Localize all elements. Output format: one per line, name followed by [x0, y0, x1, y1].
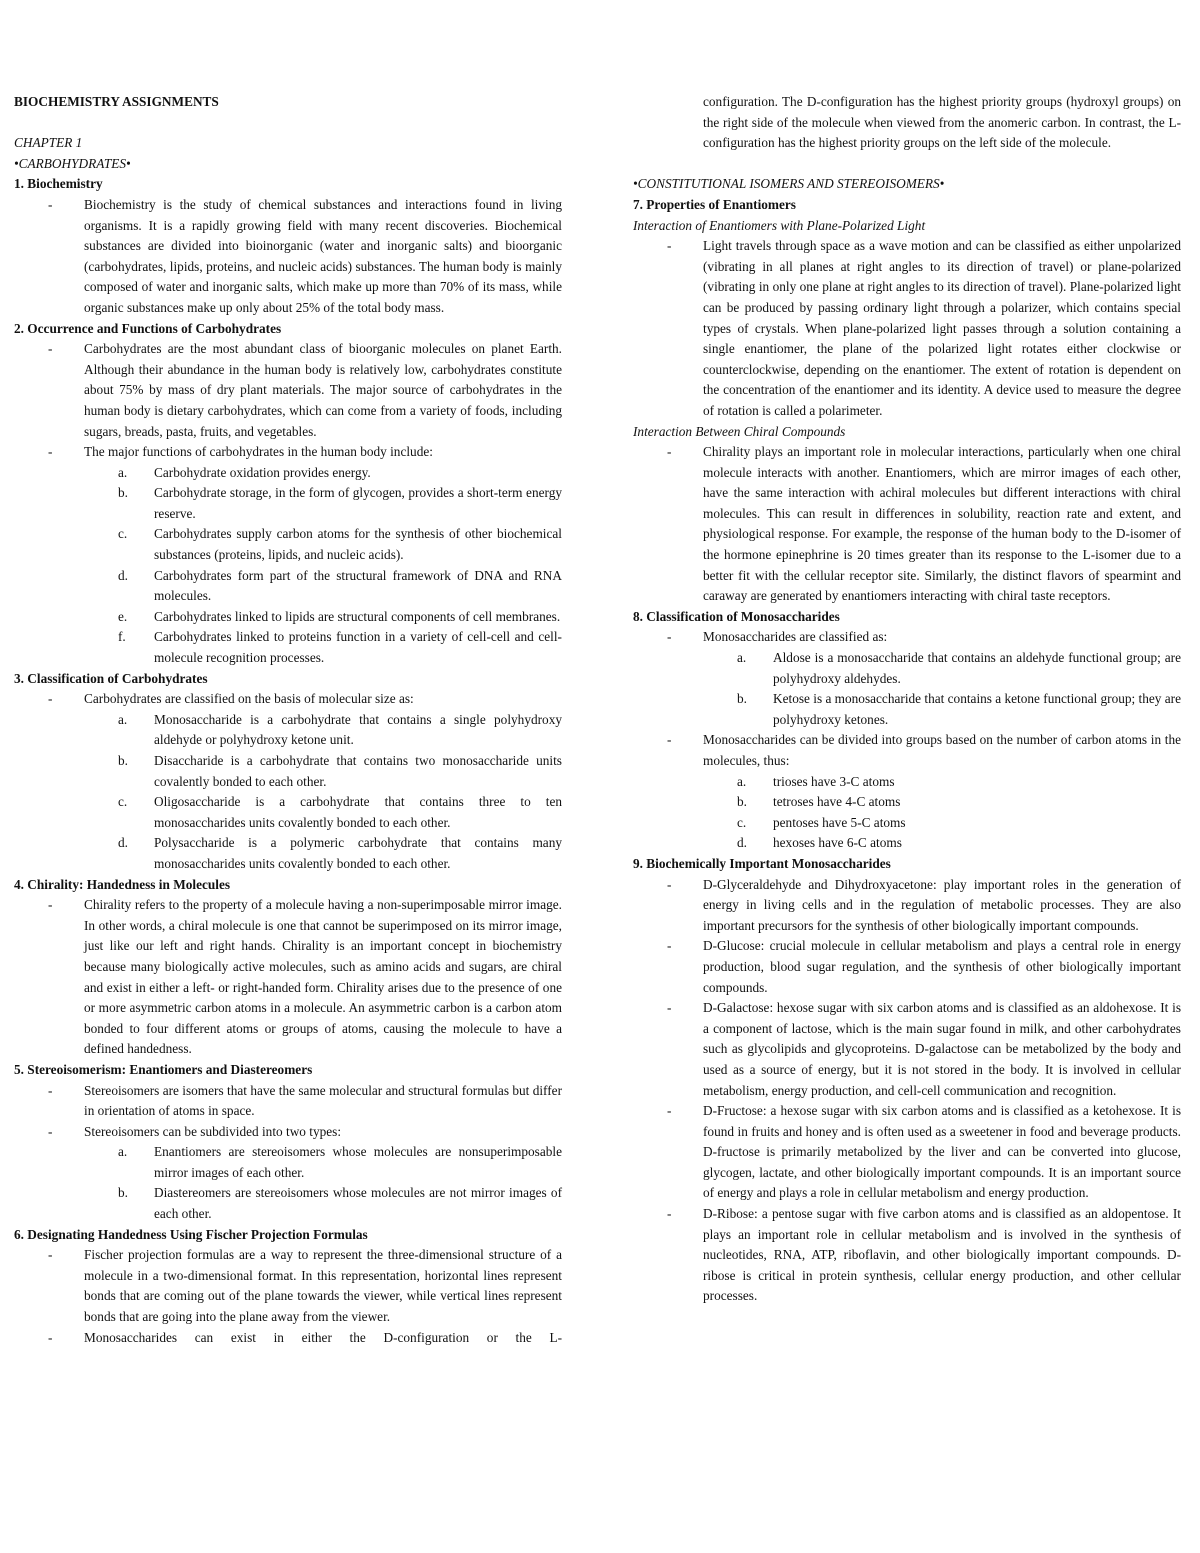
- list-text: Enantiomers are stereoisomers whose molecules are nonsuperimposable mirror images of each other.: [154, 1144, 562, 1180]
- bullet-dash: -: [48, 1082, 53, 1098]
- list-text: trioses have 3-C atoms: [773, 773, 895, 789]
- section-heading: 8. Classification of Monosaccharides: [633, 608, 840, 624]
- bullet-item: [14, 1122, 562, 1143]
- section-heading: 2. Occurrence and Functions of Carbohydrates: [14, 320, 282, 336]
- bullet-dash: -: [667, 238, 672, 254]
- bullet-text: Biochemistry is the study of chemical substances and interactions found in living organisms. It is a rapidly growing field with many recent discoveries. Biochemical substances are divided into bioinorganic (water and inorganic salts) and bioorganic (carbohydrates, lipids, proteins, and nucleic acids) substances. The human body is mainly composed of water and inorganic salts, which make up more than 70% of its mass, while organic substances make up only about 25% of the total body mass.: [84, 196, 562, 315]
- section-heading: 4. Chirality: Handedness in Molecules: [14, 876, 231, 892]
- bullet-item: [14, 1245, 562, 1327]
- list-marker: a.: [118, 711, 128, 727]
- bullet-text: D-Ribose: a pentose sugar with five carbon atoms and is classified as an aldopentose. It plays an important role in cellular metabolism and is involved in the synthesis of nucleotides, RNA, ATP, riboflavin, and other biologically important compounds. D-ribose is critical in protein synthesis, cellular energy production, and other cellular processes.: [703, 1206, 1181, 1304]
- list-text: Carbohydrate storage, in the form of glycogen, provides a short-term energy reserve.: [154, 485, 562, 521]
- topic-label: •CONSTITUTIONAL ISOMERS AND STEREOISOMERS•: [633, 176, 945, 192]
- list-item: [84, 833, 562, 874]
- bullet-dash: -: [48, 1123, 53, 1139]
- bullet-item: [633, 442, 1181, 607]
- bullet-item: [633, 936, 1181, 998]
- bullet-item: [14, 895, 562, 1060]
- list-marker: b.: [118, 1185, 128, 1201]
- list-item: [84, 524, 562, 565]
- bullet-dash: -: [48, 444, 53, 460]
- list-marker: a.: [737, 650, 747, 666]
- list-text: tetroses have 4-C atoms: [773, 794, 901, 810]
- bullet-text: D-Galactose: hexose sugar with six carbon atoms and is classified as an aldohexose. It is a component of lactose, which is the main sugar found in milk, and other carbohydrates such as glycolipids and glycoproteins. D-galactose can be metabolized by the body and used as a source of energy, but it is not stored in the body. It is involved in cellular metabolism, energy production, and cell-cell communication and recognition.: [703, 1000, 1181, 1098]
- bullet-dash: -: [667, 1000, 672, 1016]
- list-marker: a.: [118, 1144, 128, 1160]
- list-item: [703, 689, 1181, 730]
- bullet-text: D-Glyceraldehyde and Dihydroxyacetone: play important roles in the generation of energy in living cells and in the regulation of metabolic processes. They are also important precursors for the synthesis of other biologically important compounds.: [703, 876, 1181, 933]
- list-text: Carbohydrates supply carbon atoms for the synthesis of other biochemical substances (proteins, lipids, and nucleic acids).: [154, 526, 562, 563]
- bullet-dash: -: [667, 876, 672, 892]
- bullet-item: [633, 236, 1181, 421]
- list-marker: d.: [737, 835, 747, 851]
- list-marker: e.: [118, 608, 128, 624]
- bullet-dash: -: [48, 897, 53, 913]
- list-item: [84, 607, 562, 628]
- list-text: Polysaccharide is a polymeric carbohydrate that contains many monosaccharides units covalently bonded to each other.: [154, 835, 562, 871]
- list-item: [84, 463, 562, 484]
- list-text: hexoses have 6-C atoms: [773, 835, 902, 851]
- bullet-item: [633, 730, 1181, 771]
- list-marker: d.: [118, 567, 128, 583]
- list-item: [703, 792, 1181, 813]
- bullet-item: [14, 195, 562, 319]
- bullet-text: Carbohydrates are the most abundant class of bioorganic molecules on planet Earth. Although their abundance in the human body is relatively low, carbohydrates constitute about 75% by mass of dry plant materials. The major source of carbohydrates in the human body is dietary carbohydrates, which can come from a variety of foods, including sugars, breads, pasta, fruits, and vegetables.: [84, 341, 562, 439]
- bullet-item: [14, 1081, 562, 1122]
- list-item: [84, 751, 562, 792]
- continued-text: configuration. The D-configuration has the highest priority groups (hydroxyl groups) on the right side of the molecule when viewed from the anomeric carbon. In contrast, the L-configuration has the highest priority groups on the left side of the molecule.: [703, 94, 1181, 151]
- list-text: Ketose is a monosaccharide that contains a ketone functional group; they are polyhydroxy ketones.: [773, 691, 1181, 727]
- left-column: [14, 92, 562, 1348]
- bullet-dash: -: [667, 938, 672, 954]
- section-heading: 1. Biochemistry: [14, 176, 103, 192]
- bullet-dash: -: [48, 196, 53, 212]
- bullet-item: [633, 627, 1181, 648]
- list-item: [84, 566, 562, 607]
- bullet-text: Light travels through space as a wave motion and can be classified as either unpolarized (vibrating in all planes at right angles to its direction of travel) or plane-polarized (vibrating in only one plane at right angles to its direction of travel). Plane-polarized light can be produced by passing ordinary light through a polarizer, which contains special types of crystals. When plane-polarized light passes through a solution containing a single enantiomer, the plane of the polarized light rotates either clockwise or counterclockwise, depending on the enantiomer. The extent of rotation is dependent on the concentration of the enantiomer and its identity. A device used to measure the degree of rotation is called a polarimeter.: [703, 238, 1181, 418]
- list-text: Carbohydrates linked to proteins function in a variety of cell-cell and cell-molecule recognition processes.: [154, 629, 562, 666]
- bullet-dash: -: [667, 1103, 672, 1119]
- bullet-dash: -: [48, 1247, 53, 1263]
- bullet-dash: -: [48, 1329, 53, 1345]
- bullet-dash: -: [48, 691, 53, 707]
- bullet-text: Stereoisomers are isomers that have the same molecular and structural formulas but differ in orientation of atoms in space.: [84, 1082, 562, 1119]
- section-heading: 9. Biochemically Important Monosaccharides: [633, 855, 891, 871]
- list-marker: c.: [118, 526, 128, 542]
- list-marker: a.: [737, 773, 747, 789]
- list-marker: c.: [118, 794, 128, 810]
- list-item: [84, 483, 562, 524]
- section-heading: 5. Stereoisomerism: Enantiomers and Diastereomers: [14, 1061, 313, 1077]
- list-text: Carbohydrates linked to lipids are structural components of cell membranes.: [154, 608, 561, 624]
- list-marker: a.: [118, 464, 128, 480]
- bullet-text: D-Glucose: crucial molecule in cellular metabolism and plays a central role in energy production, blood sugar regulation, and the synthesis of other biologically important compounds.: [703, 938, 1181, 995]
- bullet-item: [633, 998, 1181, 1101]
- bullet-text: Chirality plays an important role in molecular interactions, particularly when one chiral molecule interacts with another. Enantiomers, which are mirror images of each other, have the same interaction with achiral molecules but different interactions with chiral molecules. This can result in differences in solubility, reaction rate and extent, and physiological response. For example, the response of the human body to the D-isomer of the hormone epinephrine is 20 times greater than its response to the L-isomer due to a better fit with the cellular receptor site. Similarly, the distinct flavors of spearmint and caraway are generated by enantiomers interacting with chiral taste receptors.: [703, 444, 1181, 604]
- bullet-dash: -: [48, 341, 53, 357]
- bullet-item: [633, 1101, 1181, 1204]
- bullet-dash: -: [667, 732, 672, 748]
- list-item: [84, 1142, 562, 1183]
- list-item: [703, 772, 1181, 793]
- list-item: [84, 710, 562, 751]
- list-item: [703, 648, 1181, 689]
- bullet-dash: -: [667, 444, 672, 460]
- bullet-text: Monosaccharides are classified as:: [703, 629, 888, 645]
- list-text: Diastereomers are stereoisomers whose molecules are not mirror images of each other.: [154, 1185, 562, 1222]
- list-marker: b.: [118, 753, 128, 768]
- right-column: [633, 92, 1181, 1307]
- bullet-item: [14, 1328, 562, 1349]
- bullet-item: [633, 875, 1181, 937]
- bullet-item: [14, 442, 562, 463]
- list-item: [84, 1183, 562, 1224]
- list-marker: d.: [118, 835, 128, 851]
- subsection-heading: Interaction of Enantiomers with Plane-Polarized Light: [633, 217, 926, 233]
- list-marker: c.: [737, 814, 747, 830]
- list-marker: f.: [118, 629, 126, 645]
- bullet-text: Chirality refers to the property of a molecule having a non-superimposable mirror image. In other words, a chiral molecule is one that cannot be superimposed on its mirror image, just like our left and right hands. Chirality is an important concept in biochemistry because many biologically active molecules, such as amino acids and sugars, are chiral and exist in either a left- or right-handed form. Chirality arises due to the presence of one or more asymmetric carbon atoms in a molecule. An asymmetric carbon is a carbon atom bonded to four different atoms or groups of atoms, causing the molecule to have a defined handedness.: [84, 897, 562, 1057]
- list-text: Oligosaccharide is a carbohydrate that contains three to ten monosaccharides units covalently bonded to each other.: [154, 794, 562, 830]
- list-marker: b.: [737, 794, 747, 810]
- bullet-item: [14, 689, 562, 710]
- bullet-text: D-Fructose: a hexose sugar with six carbon atoms and is classified as a ketohexose. It is found in fruits and honey and is often used as a sweetener in food and beverage products. D-fructose is primarily metabolized by the liver and can be converted into glucose, glycogen, lactate, and other biologically important compounds. It is an important source of energy and plays a role in cellular metabolism and energy production.: [703, 1103, 1181, 1201]
- bullet-item: [633, 1204, 1181, 1307]
- list-text: Aldose is a monosaccharide that contains an aldehyde functional group; are polyhydroxy aldehydes.: [773, 650, 1181, 686]
- list-item: [703, 813, 1181, 834]
- bullet-text: Carbohydrates are classified on the basis of molecular size as:: [84, 691, 414, 707]
- list-marker: b.: [737, 691, 747, 707]
- list-text: Carbohydrate oxidation provides energy.: [154, 464, 371, 480]
- list-item: [703, 833, 1181, 854]
- document-title: BIOCHEMISTRY ASSIGNMENTS: [14, 94, 219, 109]
- list-item: [84, 792, 562, 833]
- list-marker: b.: [118, 485, 128, 501]
- bullet-dash: -: [667, 629, 672, 645]
- list-item: [84, 627, 562, 668]
- section-heading: 6. Designating Handedness Using Fischer Projection Formulas: [14, 1226, 368, 1242]
- bullet-dash: -: [667, 1206, 672, 1222]
- topic-label: •CARBOHYDRATES•: [14, 155, 131, 171]
- section-heading: 3. Classification of Carbohydrates: [14, 670, 208, 686]
- bullet-text: Fischer projection formulas are a way to represent the three-dimensional structure of a molecule in a two-dimensional format. In this representation, horizontal lines represent bonds that are coming out of the plane towards the viewer, while vertical lines represent bonds that are going into the plane away from the viewer.: [84, 1247, 562, 1325]
- list-text: Carbohydrates form part of the structural framework of DNA and RNA molecules.: [154, 567, 562, 604]
- list-text: pentoses have 5-C atoms: [773, 814, 906, 830]
- list-text: Disaccharide is a carbohydrate that contains two monosaccharide units covalently bonded to each other.: [154, 753, 562, 789]
- bullet-item: [14, 339, 562, 442]
- bullet-text: Monosaccharides can be divided into groups based on the number of carbon atoms in the molecules, thus:: [703, 732, 1181, 768]
- section-heading: 7. Properties of Enantiomers: [633, 196, 796, 212]
- bullet-text: Monosaccharides can exist in either the D-configuration or the L-: [84, 1329, 562, 1345]
- bullet-text: Stereoisomers can be subdivided into two types:: [84, 1123, 342, 1139]
- subsection-heading: Interaction Between Chiral Compounds: [633, 423, 846, 439]
- bullet-text: The major functions of carbohydrates in the human body include:: [84, 444, 433, 460]
- chapter-label: CHAPTER 1: [14, 135, 83, 151]
- list-text: Monosaccharide is a carbohydrate that contains a single polyhydroxy aldehyde or polyhydroxy ketone unit.: [154, 711, 562, 748]
